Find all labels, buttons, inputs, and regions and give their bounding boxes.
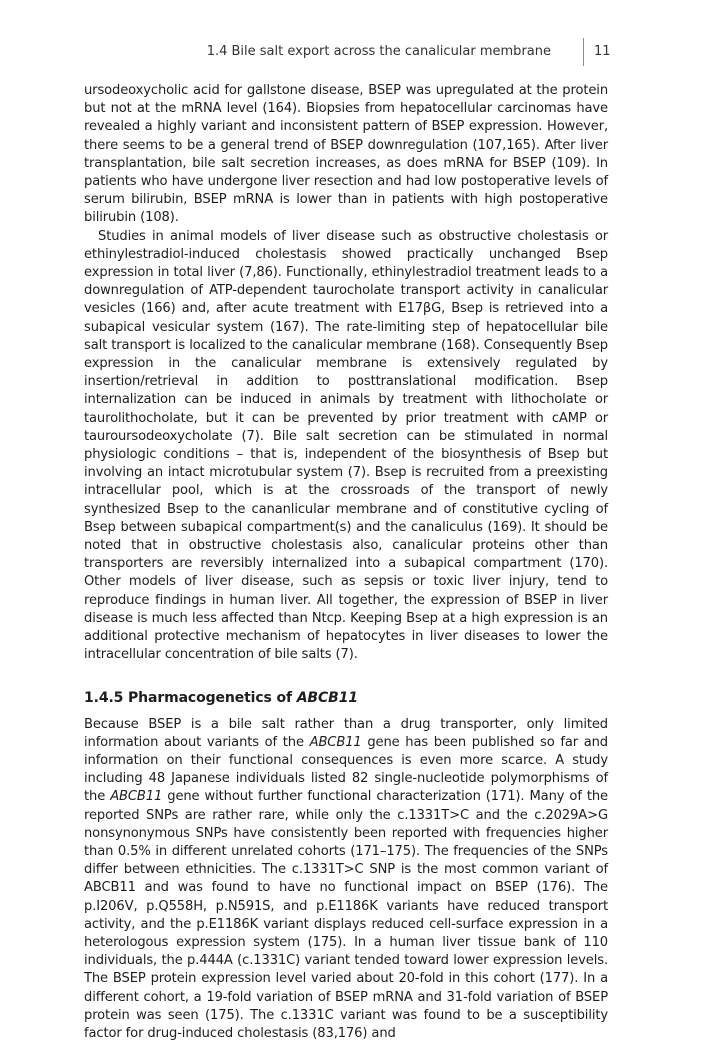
section-heading [84, 688, 608, 708]
gene-name: ABCB11 [110, 789, 162, 804]
paragraph-3-part-a: Because BSEP is a bile salt rather than a drug transporter, only limited information about variants of the [84, 717, 608, 750]
paragraph-3 [84, 716, 608, 1043]
header-divider [583, 38, 584, 66]
running-header [0, 44, 708, 68]
page-number: 11 [594, 44, 611, 59]
paragraph-3-part-c: gene without further functional characterization (171). Many of the reported SNPs are rather rare, while only the c.1331T>C and the c.2029A>G nonsynonymous SNPs have consistently been reported with frequencies higher than 0.5% in different unrelated cohorts (171–175). The frequencies of the SNPs differ between ethnicities. The c.1331T>C SNP is the most common variant of ABCB11 and was found to have no functional impact on BSEP (176). The p.I206V, p.Q558H, p.N591S, and p.E1186K variants have reduced transport activity, and the p.E1186K variant displays reduced cell-surface expression in a heterologous expression system (175). In a human liver tissue bank of 110 individuals, the p.444A (c.1331C) variant tended toward lower expression levels. The BSEP protein expression level varied about 20-fold in this cohort (177). In a different cohort, a 19-fold variation of BSEP mRNA and 31-fold variation of BSEP protein was seen (175). The c.1331C variant was found to be a susceptibility factor for drug-induced cholestasis (83,176) and [84, 789, 608, 1041]
section-heading-prefix: 1.4.5 Pharmacogenetics of [84, 690, 297, 706]
gene-name: ABCB11 [310, 735, 362, 750]
page-body [84, 82, 608, 1043]
running-title: 1.4 Bile salt export across the canalicular membrane [207, 44, 551, 59]
paragraph-2: Studies in animal models of liver disease such as obstructive cholestasis or ethinylestradiol-induced cholestasis showed practically unchanged Bsep expression in total liver (7,86). Functionally, ethinylestradiol treatment leads to a downregulation of ATP-dependent taurocholate transport activity in canalicular vesicles (166) and, after acute treatment with E17βG, Bsep is retrieved into a subapical vesicular system (167). The rate-limiting step of hepatocellular bile salt transport is localized to the canalicular membrane (168). Consequently Bsep expression in the canalicular membrane is extensively regulated by insertion/retrieval in addition to posttranslational modification. Bsep internalization can be induced in animals by treatment with lithocholate or taurolithocholate, but it can be prevented by prior treatment with cAMP or tauroursodeoxycholate (7). Bile salt secretion can be stimulated in normal physiologic conditions – that is, independent of the biosynthesis of Bsep but involving an intact microtubular system (7). Bsep is recruited from a preexisting intracellular pool, which is at the crossroads of the transport of newly synthesized Bsep to the cananlicular membrane and of constitutive cycling of Bsep between subapical compartment(s) and the canaliculus (169). It should be noted that in obstructive cholestasis also, canalicular proteins other than transporters are reversibly internalized into a subapical compartment (170). Other models of liver disease, such as sepsis or toxic liver injury, tend to reproduce findings in human liver. All together, the expression of BSEP in liver disease is much less affected than Ntcp. Keeping Bsep at a high expression is an additional protective mechanism of hepatocytes in liver diseases to lower the intracellular concentration of bile salts (7). [84, 228, 608, 665]
paragraph-1: ursodeoxycholic acid for gallstone disease, BSEP was upregulated at the protein but not at the mRNA level (164). Biopsies from hepatocellular carcinomas have revealed a highly variant and inconsistent pattern of BSEP expression. However, there seems to be a general trend of BSEP downregulation (107,165). After liver transplantation, bile salt secretion increases, as does mRNA for BSEP (109). In patients who have undergone liver resection and had low postoperative levels of serum bilirubin, BSEP mRNA is lower than in patients with high postoperative bilirubin (108). [84, 82, 608, 228]
paragraph-3-part-b: gene has been published so far and information on their functional consequences is even more scarce. A study including 48 Japanese individuals listed 82 single-nucleotide polymorphisms of the [84, 735, 608, 805]
section-heading-gene: ABCB11 [297, 690, 358, 706]
